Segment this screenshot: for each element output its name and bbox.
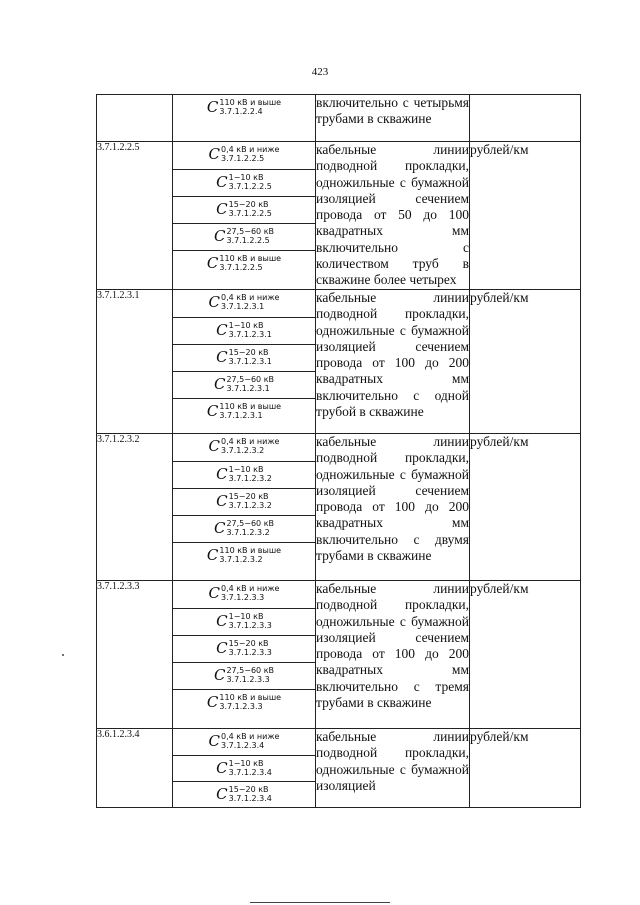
formula-letter: C (208, 732, 221, 750)
formula-letter: C (216, 173, 228, 191)
formula-letter: C (216, 348, 228, 366)
rate-formula (173, 173, 315, 191)
rate-formula (173, 321, 315, 339)
index-label: 3.7.1.2.3.3 (219, 702, 263, 711)
symbol-cell (173, 635, 315, 662)
formula-letter: C (206, 402, 219, 420)
rate-formula (173, 145, 315, 163)
row-unit: рублей/км (470, 581, 581, 729)
rate-formula (173, 227, 315, 245)
formula-letter: C (208, 293, 221, 311)
rate-formula (173, 293, 315, 311)
voltage-label: 27,5−60 кВ (226, 519, 275, 528)
rate-formula (173, 759, 315, 777)
row-unit: рублей/км (470, 434, 581, 581)
row-description: кабельные линии подводной прокладки, одножильные с бумажной изоляцией (316, 729, 470, 808)
voltage-label: 0,4 кВ и ниже (221, 293, 280, 302)
index-label: 3.7.1.2.3.2 (221, 446, 265, 455)
voltage-label: 27,5−60 кВ (226, 666, 275, 675)
tariff-table (96, 94, 581, 808)
formula-letter: C (216, 639, 228, 657)
index-label: 3.7.1.2.3.2 (228, 474, 272, 483)
rate-formula (173, 492, 315, 510)
symbol-cell (173, 608, 315, 635)
row-unit: рублей/км (470, 142, 581, 290)
table-row (97, 729, 581, 808)
row-code: 3.7.1.2.3.2 (97, 434, 173, 581)
index-label: 3.7.1.2.3.3 (226, 675, 270, 684)
voltage-label: 0,4 кВ и ниже (221, 437, 280, 446)
table-row (97, 581, 581, 729)
index-label: 3.7.1.2.3.3 (221, 593, 265, 602)
symbol-cell (173, 317, 315, 344)
scan-speck (62, 654, 64, 656)
voltage-label: 27,5−60 кВ (226, 227, 275, 236)
index-label: 3.7.1.2.3.4 (221, 741, 265, 750)
index-label: 3.7.1.2.3.3 (228, 648, 272, 657)
voltage-label: 1−10 кВ (228, 465, 264, 474)
page-number: 423 (311, 66, 329, 78)
index-label: 3.7.1.2.3.4 (228, 768, 272, 777)
row-code: 3.7.1.2.3.1 (97, 290, 173, 434)
index-label: 3.7.1.2.3.1 (219, 411, 263, 420)
symbol-cell (173, 95, 315, 141)
formula-letter: C (216, 321, 228, 339)
rate-formula (173, 732, 315, 750)
symbol-column (173, 142, 316, 290)
symbol-column (173, 95, 316, 142)
row-code: 3.6.1.2.3.4 (97, 729, 173, 808)
symbol-cell (173, 250, 315, 277)
row-code (97, 95, 173, 142)
formula-letter: C (206, 693, 219, 711)
index-label: 3.7.1.2.3.1 (228, 330, 272, 339)
voltage-label: 0,4 кВ и ниже (221, 732, 280, 741)
row-code: 3.7.1.2.3.3 (97, 581, 173, 729)
voltage-label: 110 кВ и выше (219, 402, 282, 411)
rate-formula (173, 254, 315, 272)
symbol-column (173, 434, 316, 581)
formula-letter: C (208, 437, 221, 455)
symbol-cell (173, 434, 315, 461)
formula-letter: C (216, 200, 228, 218)
rate-formula (173, 666, 315, 684)
voltage-label: 15−20 кВ (228, 200, 269, 209)
row-description: кабельные линии подводной прокладки, одножильные с бумажной изоляцией сечением провода от 100 до 200 квадратных мм включительно с тремя трубами в скважине (316, 581, 470, 729)
rate-formula (173, 375, 315, 393)
formula-letter: C (216, 492, 228, 510)
symbol-cell (173, 781, 315, 807)
symbol-cell (173, 689, 315, 716)
voltage-label: 110 кВ и выше (219, 98, 282, 107)
index-label: 3.7.1.2.3.2 (228, 501, 272, 510)
voltage-label: 1−10 кВ (228, 173, 264, 182)
symbol-cell (173, 142, 315, 169)
symbol-cell (173, 196, 315, 223)
index-label: 3.7.1.2.2.5 (228, 209, 272, 218)
rate-formula (173, 402, 315, 420)
formula-letter: C (206, 98, 219, 116)
symbol-cell (173, 662, 315, 689)
voltage-label: 110 кВ и выше (219, 546, 282, 555)
index-label: 3.7.1.2.2.5 (219, 263, 263, 272)
index-label: 3.7.1.2.3.1 (226, 384, 270, 393)
voltage-label: 1−10 кВ (228, 321, 264, 330)
index-label: 3.7.1.2.2.4 (219, 107, 263, 116)
rate-formula (173, 612, 315, 630)
formula-letter: C (208, 584, 221, 602)
rate-formula (173, 465, 315, 483)
voltage-label: 110 кВ и выше (219, 254, 282, 263)
row-description: кабельные линии подводной прокладки, одножильные с бумажной изоляцией сечением провода от 100 до 200 квадратных мм включительно с одной трубой в скважине (316, 290, 470, 434)
formula-letter: C (208, 145, 221, 163)
symbol-cell (173, 169, 315, 196)
row-description: кабельные линии подводной прокладки, одножильные с бумажной изоляцией сечением провода от 50 до 100 квадратных мм включительно с количеством труб в скважине более четырех (316, 142, 470, 290)
index-label: 3.7.1.2.2.5 (228, 182, 272, 191)
row-unit: рублей/км (470, 290, 581, 434)
voltage-label: 15−20 кВ (228, 785, 269, 794)
symbol-cell (173, 515, 315, 542)
symbol-cell (173, 344, 315, 371)
rate-formula (173, 785, 315, 803)
bottom-rule (250, 902, 390, 903)
index-label: 3.7.1.2.3.1 (228, 357, 272, 366)
table-row (97, 290, 581, 434)
formula-letter: C (216, 465, 228, 483)
row-code: 3.7.1.2.2.5 (97, 142, 173, 290)
row-unit (470, 95, 581, 142)
voltage-label: 15−20 кВ (228, 492, 269, 501)
table-row (97, 142, 581, 290)
voltage-label: 15−20 кВ (228, 639, 269, 648)
rate-formula (173, 437, 315, 455)
formula-letter: C (206, 546, 219, 564)
rate-formula (173, 546, 315, 564)
symbol-cell (173, 461, 315, 488)
symbol-cell (173, 581, 315, 608)
voltage-label: 1−10 кВ (228, 612, 264, 621)
rate-formula (173, 98, 315, 116)
voltage-label: 1−10 кВ (228, 759, 264, 768)
voltage-label: 110 кВ и выше (219, 693, 282, 702)
row-unit: рублей/км (470, 729, 581, 808)
table-row (97, 95, 581, 142)
index-label: 3.7.1.2.2.5 (221, 154, 265, 163)
symbol-cell (173, 371, 315, 398)
row-description: кабельные линии подводной прокладки, одножильные с бумажной изоляцией сечением провода от 100 до 200 квадратных мм включительно с двумя трубами в скважине (316, 434, 470, 581)
index-label: 3.7.1.2.3.3 (228, 621, 272, 630)
voltage-label: 27,5−60 кВ (226, 375, 275, 384)
formula-letter: C (213, 519, 226, 537)
rate-formula (173, 200, 315, 218)
symbol-cell (173, 488, 315, 515)
table-row (97, 434, 581, 581)
rate-formula (173, 693, 315, 711)
symbol-cell (173, 398, 315, 425)
index-label: 3.7.1.2.3.4 (228, 794, 272, 803)
formula-letter: C (213, 375, 226, 393)
voltage-label: 15−20 кВ (228, 348, 269, 357)
index-label: 3.7.1.2.3.2 (226, 528, 270, 537)
rate-formula (173, 519, 315, 537)
rate-formula (173, 348, 315, 366)
index-label: 3.7.1.2.2.5 (226, 236, 270, 245)
voltage-label: 0,4 кВ и ниже (221, 145, 280, 154)
index-label: 3.7.1.2.3.1 (221, 302, 265, 311)
voltage-label: 0,4 кВ и ниже (221, 584, 280, 593)
formula-letter: C (216, 785, 228, 803)
rate-formula (173, 639, 315, 657)
formula-letter: C (213, 666, 226, 684)
symbol-cell (173, 223, 315, 250)
symbol-cell (173, 729, 315, 755)
formula-letter: C (206, 254, 219, 272)
formula-letter: C (216, 759, 228, 777)
index-label: 3.7.1.2.3.2 (219, 555, 263, 564)
symbol-cell (173, 290, 315, 317)
rate-formula (173, 584, 315, 602)
symbol-column (173, 290, 316, 434)
formula-letter: C (216, 612, 228, 630)
symbol-column (173, 729, 316, 808)
symbol-cell (173, 542, 315, 569)
row-description: включительно с четырьмя трубами в скважине (316, 95, 470, 142)
formula-letter: C (213, 227, 226, 245)
symbol-column (173, 581, 316, 729)
symbol-cell (173, 755, 315, 781)
